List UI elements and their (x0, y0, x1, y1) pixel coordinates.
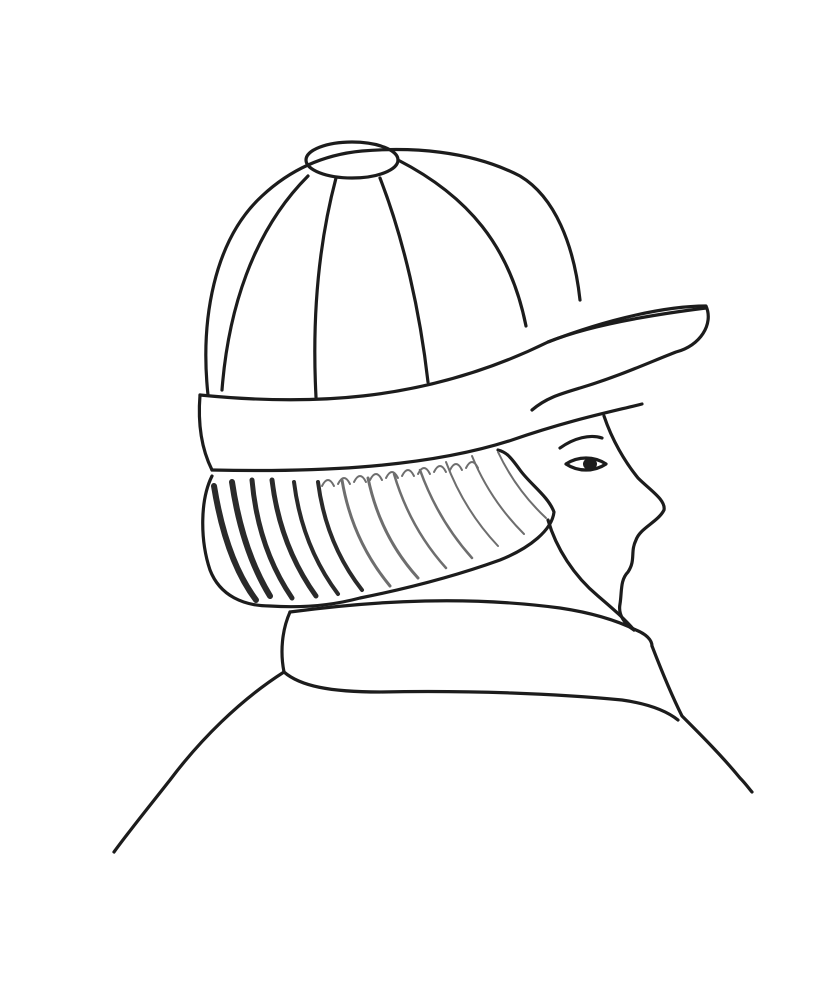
hat-band-left (199, 395, 212, 470)
hair-strand (394, 474, 446, 568)
hair-outline (203, 450, 554, 607)
hair-strand (472, 456, 524, 534)
hat-seam-3 (380, 178, 428, 382)
hat-seam-4 (398, 160, 526, 326)
collar-bottom (284, 672, 678, 720)
hat-seam-1 (222, 176, 308, 390)
collar-top (290, 601, 652, 646)
hair-curl (354, 476, 366, 482)
eye-pupil (583, 458, 597, 470)
hair-strand (498, 452, 546, 518)
hair-strand (368, 478, 418, 578)
coat-left-shoulder (114, 672, 284, 852)
hair-curl (450, 464, 462, 470)
face-profile (604, 416, 664, 630)
hair-curl (434, 466, 446, 472)
hair-curl (402, 470, 414, 476)
hat-crown-outline (206, 150, 580, 395)
collar-left (282, 612, 290, 672)
hat-seam-2 (315, 178, 336, 397)
hair (203, 450, 554, 607)
hair-curl (370, 474, 382, 480)
hat-band-top (200, 308, 706, 400)
eyebrow (560, 436, 602, 448)
coat-right-shoulder (652, 646, 752, 792)
hair-curl (322, 480, 334, 486)
